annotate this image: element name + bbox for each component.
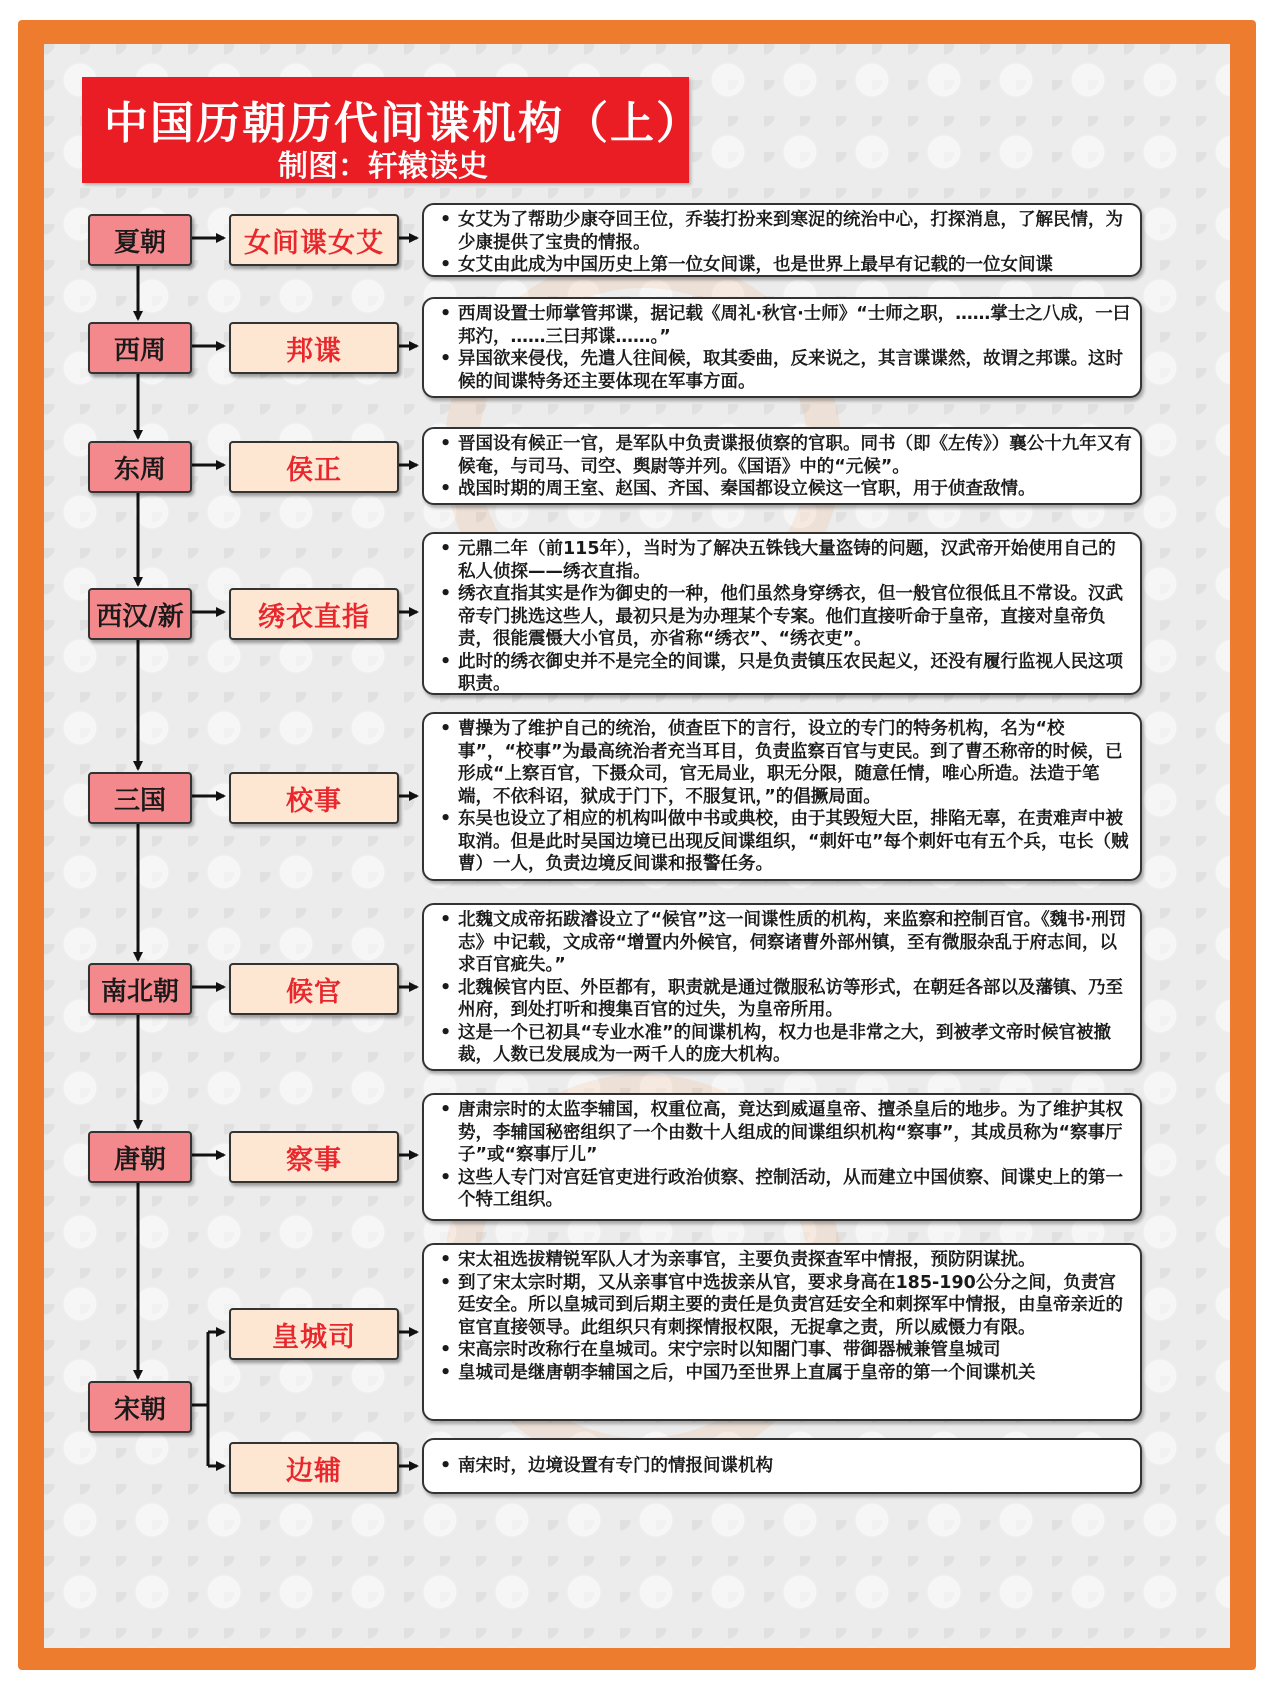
org-box-houzheng: 侯正 (229, 441, 399, 493)
org-box-xiuyizhizhi: 绣衣直指 (229, 588, 399, 640)
desc-item: • 西周设置士师掌管邦谍，据记载《周礼·秋官·士师》“士师之职，……掌士之八成，一曰邦汋，……三曰邦谍……。” (438, 303, 1132, 348)
org-box-huangchengsi: 皇城司 (229, 1308, 399, 1360)
desc-box-tang (422, 1093, 1142, 1221)
era-box-dongzhou: 东周 (88, 441, 192, 493)
org-box-chashi: 察事 (229, 1131, 399, 1183)
page-title: 中国历朝历代间谍机构（上） (104, 98, 702, 149)
desc-item: • 唐肃宗时的太监李辅国，权重位高，竟达到威逼皇帝、擅杀皇后的地步。为了维护其权势，李辅国秘密组织了一个由数十人组成的间谍组织机构“察事”，其成员称为“察事厅子”或“察事厅儿” (438, 1099, 1132, 1167)
desc-box-dongzhou (422, 427, 1142, 505)
desc-item: • 元鼎二年（前115年），当时为了解决五铢钱大量盗铸的问题，汉武帝开始使用自己的私人侦探——绣衣直指。 (438, 538, 1132, 583)
page-subtitle: 制图：轩辕读史 (278, 149, 488, 184)
desc-item: • 绣衣直指其实是作为御史的一种，他们虽然身穿绣衣，但一般官位很低且不常设。汉武帝专门挑选这些人，最初只是为办理某个专案。他们直接听命于皇帝，直接对皇帝负责，很能震慑大小官员，亦省称“绣衣”、“绣衣吏”。 (438, 583, 1132, 651)
desc-item: • 宋太祖选拔精锐军队人才为亲事官，主要负责探查军中情报，预防阴谋扰。 (438, 1249, 1132, 1272)
era-box-xizhou: 西周 (88, 322, 192, 374)
era-box-song: 宋朝 (88, 1381, 192, 1433)
era-box-tang: 唐朝 (88, 1131, 192, 1183)
desc-item: • 这是一个已初具“专业水准”的间谍机构，权力也是非常之大，到被孝文帝时候官被撤裁，人数已发展成为一两千人的庞大机构。 (438, 1022, 1132, 1067)
desc-box-xihan (422, 532, 1142, 695)
desc-item: • 战国时期的周王室、赵国、齐国、秦国都设立候这一官职，用于侦查敌情。 (438, 478, 1132, 501)
desc-item: • 女艾为了帮助少康夺回王位，乔装打扮来到寒浞的统治中心，打探消息，了解民情，为少康提供了宝贵的情报。 (438, 209, 1132, 254)
desc-box-huangchengsi (422, 1243, 1142, 1421)
desc-item: • 曹操为了维护自己的统治，侦查臣下的言行，设立的专门的特务机构，名为“校事”，“校事”为最高统治者充当耳目，负责监察百官与吏民。到了曹丕称帝的时候，已形成“上察百官，下摄众司，官无局业，职无分限，随意任情，唯心所造。法造于笔端，不依科诏，狱成于门下，不服复讯，”的倡撅局面。 (438, 718, 1132, 808)
poster-background (44, 44, 1230, 1648)
era-box-sanguo: 三国 (88, 772, 192, 824)
desc-item: • 皇城司是继唐朝李辅国之后，中国乃至世界上直属于皇帝的第一个间谍机关 (438, 1362, 1132, 1385)
era-box-nanbeichao: 南北朝 (88, 963, 192, 1015)
org-box-bangdie: 邦谍 (229, 322, 399, 374)
org-box-xiaoshi: 校事 (229, 772, 399, 824)
desc-box-xia (422, 203, 1142, 277)
desc-item: • 女艾由此成为中国历史上第一位女间谍，也是世界上最早有记载的一位女间谍 (438, 254, 1132, 277)
desc-item: • 北魏文成帝拓跋濬设立了“候官”这一间谍性质的机构，来监察和控制百官。《魏书·刑罚志》中记载，文成帝“增置内外候官，伺察诸曹外部州镇，至有微服杂乱于府志间，以求百官疵失。” (438, 909, 1132, 977)
desc-item: • 宋高宗时改称行在皇城司。宋宁宗时以知閤门事、带御器械兼管皇城司 (438, 1339, 1132, 1362)
desc-item: • 此时的绣衣御史并不是完全的间谍，只是负责镇压农民起义，还没有履行监视人民这项职责。 (438, 651, 1132, 696)
desc-box-xizhou (422, 297, 1142, 398)
desc-item: • 到了宋太宗时期，又从亲事官中选拔亲从官，要求身高在185-190公分之间，负责宫廷安全。所以皇城司到后期主要的责任是负责宫廷安全和刺探军中情报，由皇帝亲近的宦官直接领导。此组织只有刺探情报权限，无捉拿之责，所以威慑力有限。 (438, 1272, 1132, 1340)
desc-item: • 南宋时，边境设置有专门的情报间谍机构 (438, 1455, 773, 1478)
desc-item: • 北魏候官内臣、外臣都有，职责就是通过微服私访等形式，在朝廷各部以及藩镇、乃至州府，到处打听和搜集百官的过失，为皇帝所用。 (438, 977, 1132, 1022)
era-box-xia: 夏朝 (88, 214, 192, 266)
outer-frame (18, 20, 1256, 1670)
org-box-houguan: 候官 (229, 963, 399, 1015)
desc-box-nanbeichao (422, 903, 1142, 1071)
era-box-xihan: 西汉/新 (88, 588, 192, 640)
desc-box-bianfu (422, 1438, 1142, 1494)
desc-item: • 东吴也设立了相应的机构叫做中书或典校，由于其毁短大臣，排陷无辜，在责难声中被取消。但是此时吴国边境已出现反间谍组织，“刺奸屯”每个刺奸屯有五个兵，屯长（贼曹）一人，负责边境反间谍和报警任务。 (438, 808, 1132, 876)
org-box-nvai: 女间谍女艾 (229, 214, 399, 266)
org-box-bianfu: 边辅 (229, 1442, 399, 1494)
desc-item: • 这些人专门对宫廷官吏进行政治侦察、控制活动，从而建立中国侦察、间谍史上的第一个特工组织。 (438, 1167, 1132, 1212)
desc-item: • 异国欲来侵伐，先遣人往间候，取其委曲，反来说之，其言谍谍然，故谓之邦谍。这时候的间谍特务还主要体现在军事方面。 (438, 348, 1132, 393)
desc-box-sanguo (422, 712, 1142, 881)
desc-item: • 晋国设有候正一官，是军队中负责谍报侦察的官职。同书（即《左传》）襄公十九年又有候奄，与司马、司空、舆尉等并列。《国语》中的“元候”。 (438, 433, 1132, 478)
